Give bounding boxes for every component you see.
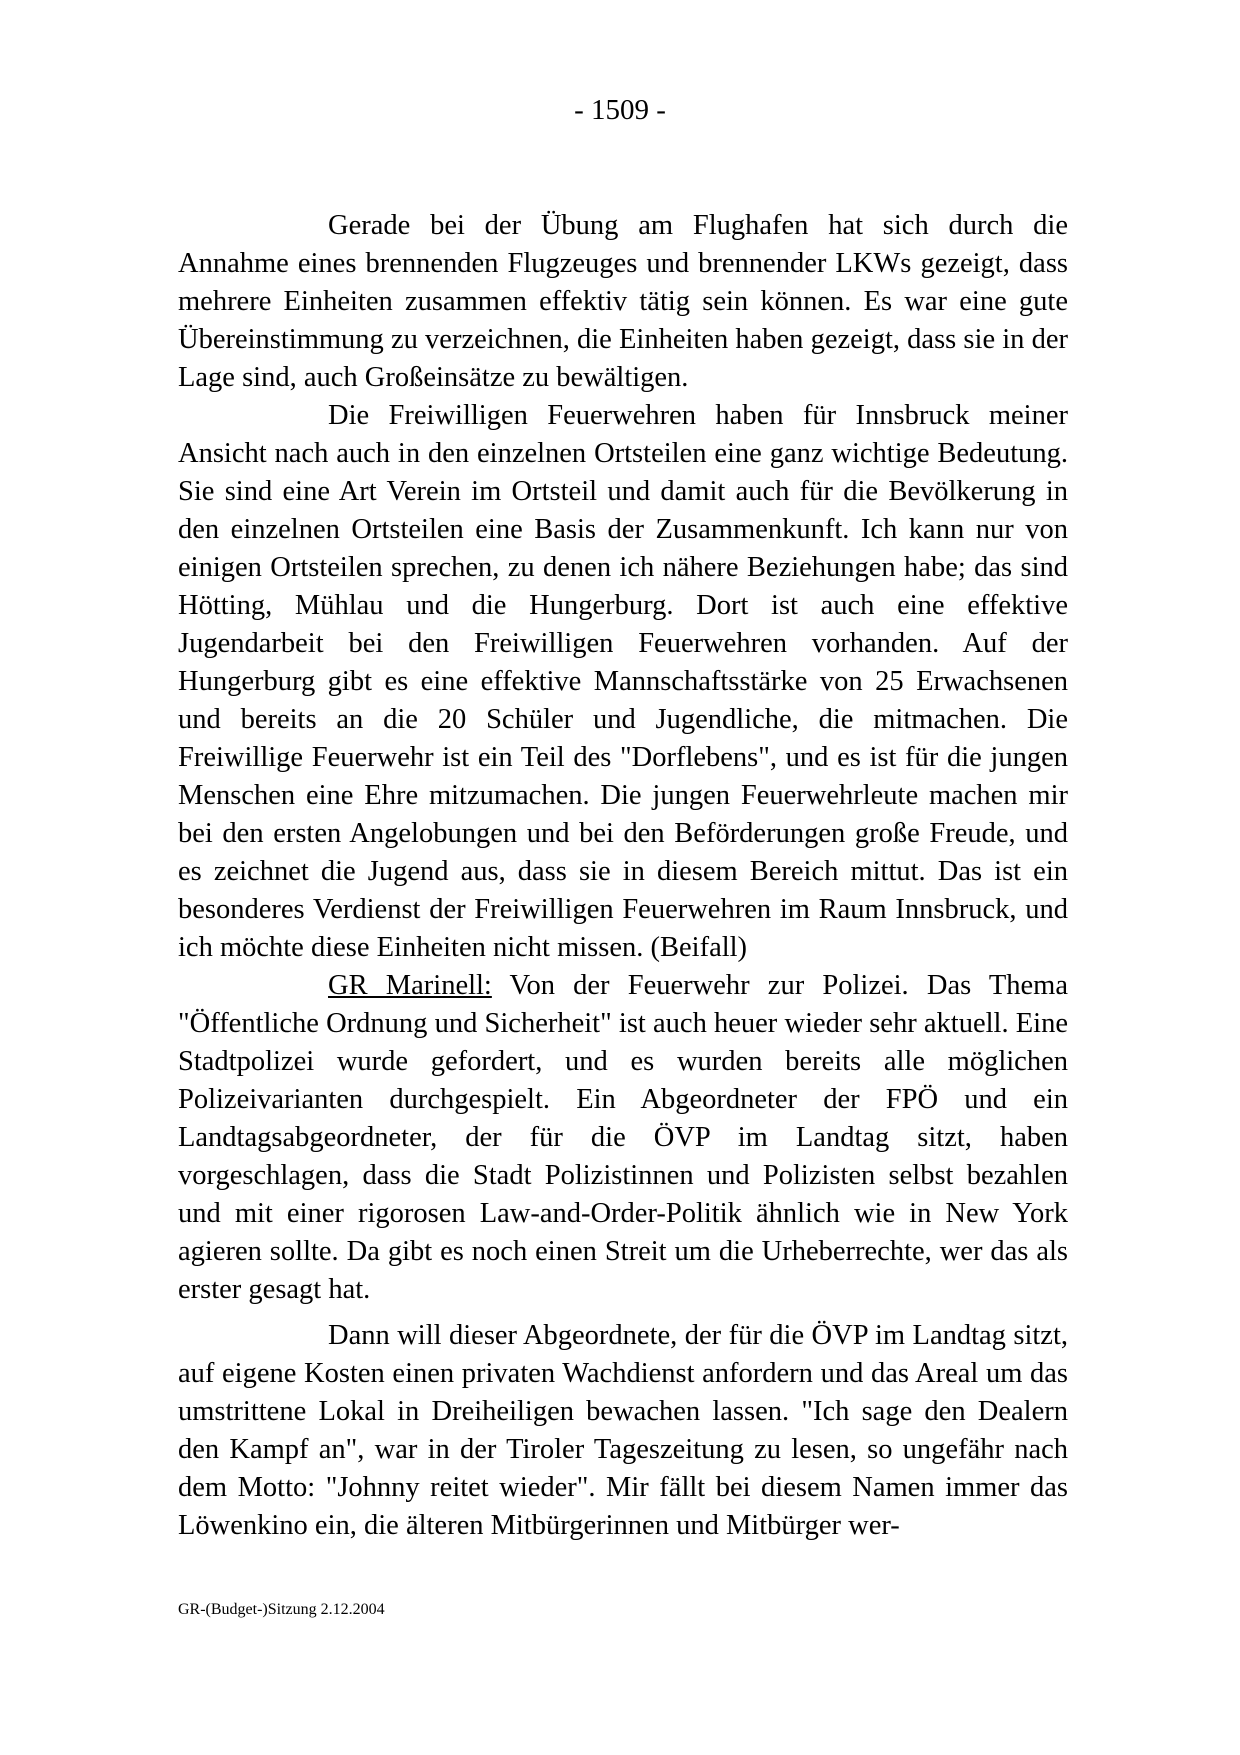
- footer-session-info: GR-(Budget-)Sitzung 2.12.2004: [178, 1601, 385, 1618]
- paragraph-text: Die Freiwilligen Feuerwehren haben für Innsbruck meiner Ansicht nach auch in den einzelnen Ortsteilen eine ganz wichtige Bedeutung. Sie sind eine Art Verein im Ortsteil und damit auch für die Bevölkerung in den einzelnen Ortsteilen eine Basis der Zusammenkunft. Ich kann nur von einigen Ortsteilen sprechen, zu denen ich nähere Beziehungen habe; das sind Hötting, Mühlau und die Hungerburg. Dort ist auch eine effektive Jugendarbeit bei den Freiwilligen Feuerwehren vorhanden. Auf der Hungerburg gibt es eine effektive Mannschaftsstärke von 25 Erwachsenen und bereits an die 20 Schüler und Jugendliche, die mitmachen. Die Freiwillige Feuerwehr ist ein Teil des "Dorflebens", und es ist für die jungen Menschen eine Ehre mitzumachen. Die jungen Feuerwehrleute machen mir bei den ersten Angelobungen und bei den Beförderungen große Freude, und es zeichnet die Jugend aus, dass sie in diesem Bereich mittut. Das ist ein besonderes Verdienst der Freiwilligen Feuerwehren im Raum Innsbruck, und ich möchte diese Einheiten nicht missen. (Beifall): [178, 400, 1068, 963]
- paragraph-security-service: [178, 1317, 1068, 1545]
- document-body: [178, 207, 1068, 1545]
- paragraph-marinell-speech: [178, 967, 1068, 1309]
- paragraph-volunteer-fire-brigades: [178, 397, 1068, 967]
- paragraph-text: Dann will dieser Abgeordnete, der für die ÖVP im Landtag sitzt, auf eigene Kosten einen privaten Wachdienst anfordern und das Areal um das umstrittene Lokal in Dreiheiligen bewachen lassen. "Ich sage den Dealern den Kampf an", war in der Tiroler Tageszeitung zu lesen, so ungefähr nach dem Motto: "Johnny reitet wieder". Mir fällt bei diesem Namen immer das Löwenkino ein, die älteren Mitbürgerinnen und Mitbürger wer-: [178, 1320, 1068, 1541]
- paragraph-text: Gerade bei der Übung am Flughafen hat sich durch die Annahme eines brennenden Flugzeuges und brennender LKWs gezeigt, dass mehrere Einheiten zusammen effektiv tätig sein können. Es war eine gute Übereinstimmung zu verzeichnen, die Einheiten haben gezeigt, dass sie in der Lage sind, auch Großeinsätze zu bewältigen.: [178, 210, 1068, 393]
- paragraph-text: Von der Feuerwehr zur Polizei. Das Thema "Öffentliche Ordnung und Sicherheit" ist auch heuer wieder sehr aktuell. Eine Stadtpolizei wurde gefordert, und es wurden bereits alle möglichen Polizeivarianten durchgespielt. Ein Abgeordneter der FPÖ und ein Landtagsabgeordneter, der für die ÖVP im Landtag sitzt, haben vorgeschlagen, dass die Stadt Polizistinnen und Polizisten selbst bezahlen und mit einer rigorosen Law-and-Order-Politik ähnlich wie in New York agieren sollte. Da gibt es noch einen Streit um die Urheberrechte, wer das als erster gesagt hat.: [178, 970, 1069, 1305]
- page-number: - 1509 -: [574, 94, 666, 126]
- speaker-name: GR Marinell:: [328, 970, 492, 1001]
- paragraph-airport-exercise: [178, 207, 1068, 397]
